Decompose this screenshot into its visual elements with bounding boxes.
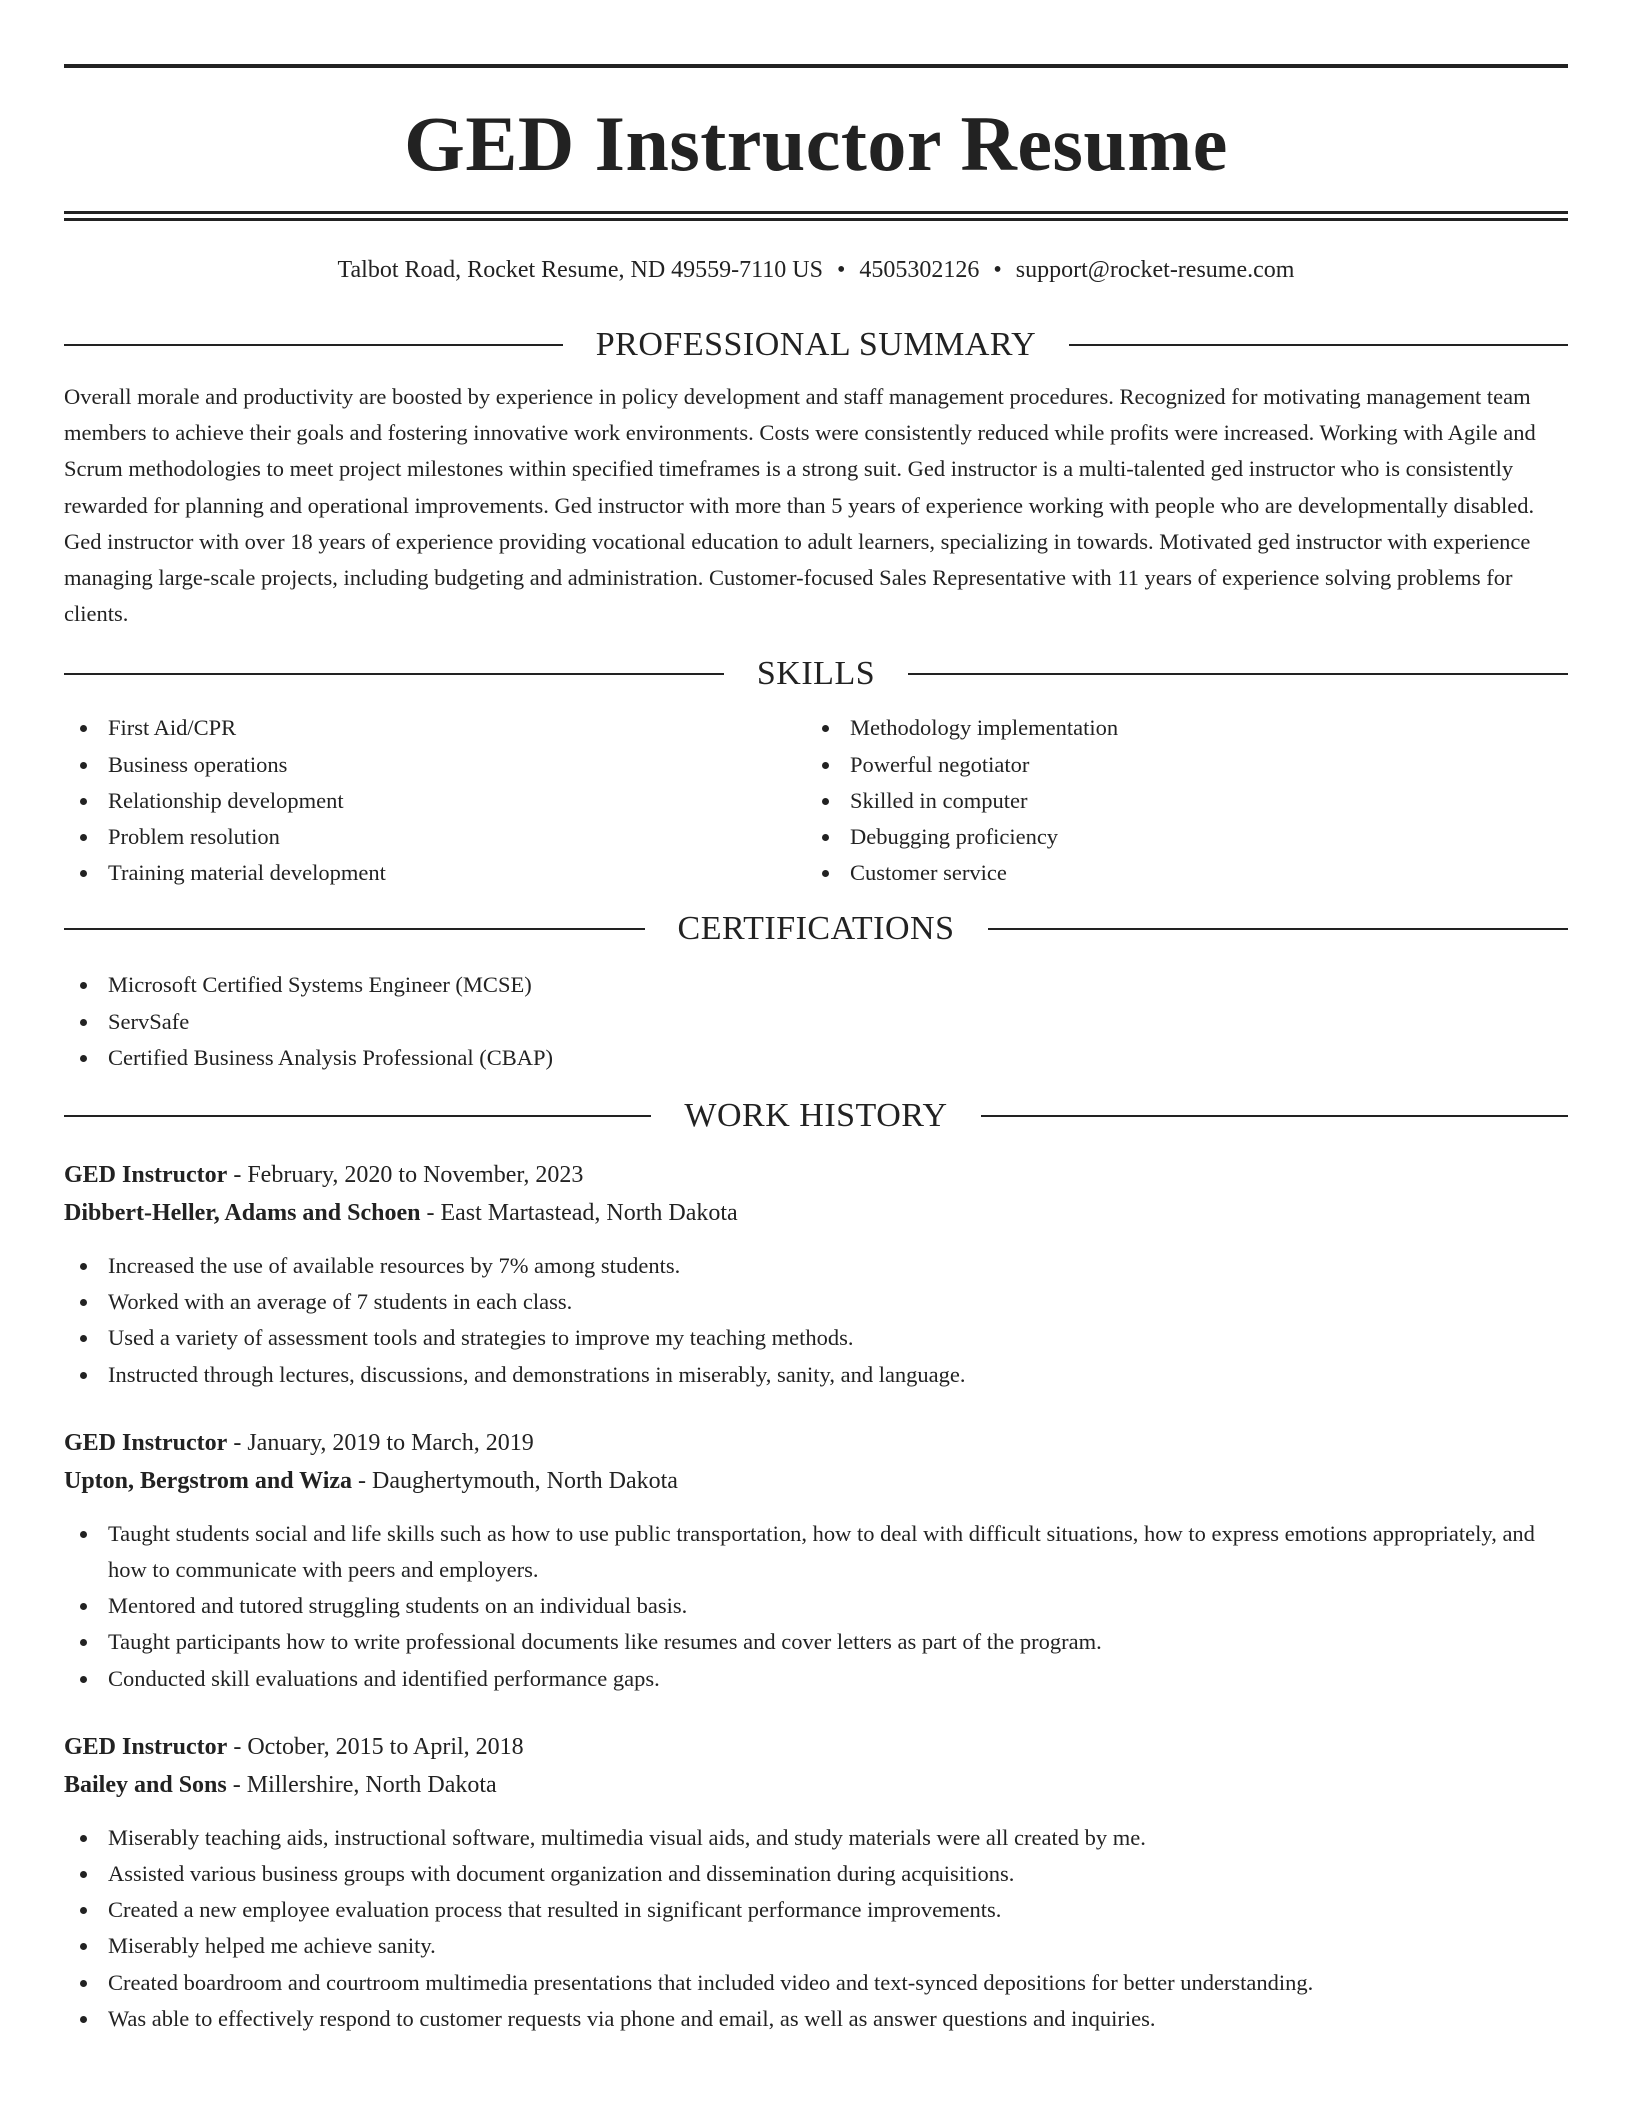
certifications-heading-label: CERTIFICATIONS: [677, 910, 955, 948]
job-company: Upton, Bergstrom and Wiza: [64, 1467, 353, 1494]
resume-page: [64, 64, 1568, 2037]
job-company-line: [64, 1194, 1568, 1232]
job-title: GED Instructor: [64, 1733, 228, 1760]
job-bullets: [64, 1820, 1568, 2037]
resume-title: GED Instructor Resume: [404, 100, 1228, 187]
job-bullets: [64, 1248, 1568, 1393]
heading-rule: [981, 1115, 1568, 1117]
contact-separator: •: [993, 257, 1002, 283]
job-company-line: [64, 1462, 1568, 1500]
list-item: Debugging proficiency: [806, 819, 1548, 855]
list-item: Microsoft Certified Systems Engineer (MCSE): [64, 967, 1568, 1003]
job-location: - Millershire, North Dakota: [226, 1771, 497, 1798]
heading-rule: [64, 928, 645, 930]
work-heading: [64, 1094, 1568, 1138]
heading-rule: [1069, 344, 1568, 346]
job-dates: - February, 2020 to November, 2023: [227, 1162, 584, 1189]
list-item: Training material development: [64, 855, 806, 891]
list-item: Increased the use of available resources by 7% among students.: [64, 1248, 1568, 1284]
skills-list-right: [806, 710, 1548, 891]
list-item: Customer service: [806, 855, 1548, 891]
list-item: Worked with an average of 7 students in each class.: [64, 1284, 1568, 1320]
job-company: Dibbert-Heller, Adams and Schoen: [64, 1200, 421, 1227]
contact-line: [64, 255, 1568, 285]
job-bullets: [64, 1516, 1568, 1697]
job-entry: [64, 1156, 1568, 1393]
contact-address: Talbot Road, Rocket Resume, ND 49559-7110 US: [337, 257, 823, 283]
contact-separator: •: [836, 257, 846, 283]
list-item: Was able to effectively respond to customer requests via phone and email, as well as answer questions and inquiries.: [64, 2001, 1568, 2037]
list-item: Taught students social and life skills such as how to use public transportation, how to deal with difficult situations, how to express emotions appropriately, and how to communicate with peers and employers.: [64, 1516, 1568, 1588]
list-item: Instructed through lectures, discussions, and demonstrations in miserably, sanity, and language.: [64, 1357, 1568, 1393]
skills-grid: [64, 710, 1568, 891]
skills-heading: [64, 652, 1568, 696]
job-location: - East Martastead, North Dakota: [420, 1200, 738, 1227]
list-item: Business operations: [64, 747, 806, 783]
job-dates: - January, 2019 to March, 2019: [227, 1429, 534, 1456]
list-item: Assisted various business groups with document organization and dissemination during acquisitions.: [64, 1856, 1568, 1892]
heading-rule: [64, 673, 724, 675]
skills-list-left: [64, 710, 806, 891]
job-title: GED Instructor: [64, 1429, 228, 1456]
list-item: Used a variety of assessment tools and strategies to improve my teaching methods.: [64, 1320, 1568, 1356]
list-item: Skilled in computer: [806, 783, 1548, 819]
list-item: Methodology implementation: [806, 710, 1548, 746]
list-item: Relationship development: [64, 783, 806, 819]
list-item: Conducted skill evaluations and identified performance gaps.: [64, 1661, 1568, 1697]
contact-phone: 4505302126: [859, 257, 980, 283]
heading-rule: [64, 344, 563, 346]
job-location: - Daughertymouth, North Dakota: [352, 1467, 678, 1494]
heading-rule: [908, 673, 1568, 675]
contact-email[interactable]: support@rocket-resume.com: [1015, 257, 1295, 283]
skills-heading-label: SKILLS: [756, 655, 876, 693]
certifications-list: [64, 967, 1568, 1076]
heading-rule: [64, 1115, 651, 1117]
list-item: Certified Business Analysis Professional (CBAP): [64, 1040, 1568, 1076]
summary-heading: [64, 323, 1568, 367]
list-item: Mentored and tutored struggling students on an individual basis.: [64, 1588, 1568, 1624]
job-title: GED Instructor: [64, 1162, 228, 1189]
list-item: Powerful negotiator: [806, 747, 1548, 783]
job-entry: [64, 1728, 1568, 2037]
summary-text: Overall morale and productivity are boosted by experience in policy development and staff management procedures. Recognized for motivating management team members to achieve their goals and fostering innovative work environments. Costs were consistently reduced while profits were increased. Working with Agile and Scrum methodologies to meet project milestones within specified timeframes is a strong suit. Ged instructor is a multi-talented ged instructor who is consistently rewarded for planning and operational improvements. Ged instructor with more than 5 years of experience working with people who are developmentally disabled. Ged instructor with over 18 years of experience providing vocational education to adult learners, specializing in towards. Motivated ged instructor with experience managing large-scale projects, including budgeting and administration. Customer-focused Sales Representative with 11 years of experience solving problems for clients.: [64, 384, 1536, 627]
list-item: Problem resolution: [64, 819, 806, 855]
work-heading-label: WORK HISTORY: [684, 1097, 948, 1135]
certifications-heading: [64, 907, 1568, 951]
job-title-line: [64, 1156, 1568, 1194]
double-rule: [64, 211, 1568, 221]
job-title-line: [64, 1728, 1568, 1766]
list-item: Taught participants how to write professional documents like resumes and cover letters as part of the program.: [64, 1624, 1568, 1660]
job-title-line: [64, 1424, 1568, 1462]
list-item: Created boardroom and courtroom multimedia presentations that included video and text-synced depositions for better understanding.: [64, 1965, 1568, 2001]
job-entry: [64, 1424, 1568, 1697]
job-company: Bailey and Sons: [64, 1771, 227, 1798]
job-dates: - October, 2015 to April, 2018: [227, 1733, 524, 1760]
list-item: Miserably teaching aids, instructional software, multimedia visual aids, and study materials were all created by me.: [64, 1820, 1568, 1856]
list-item: Miserably helped me achieve sanity.: [64, 1928, 1568, 1964]
list-item: ServSafe: [64, 1004, 1568, 1040]
job-company-line: [64, 1766, 1568, 1804]
heading-rule: [988, 928, 1569, 930]
list-item: Created a new employee evaluation process that resulted in significant performance improvements.: [64, 1892, 1568, 1928]
list-item: First Aid/CPR: [64, 710, 806, 746]
summary-heading-label: PROFESSIONAL SUMMARY: [595, 326, 1037, 363]
